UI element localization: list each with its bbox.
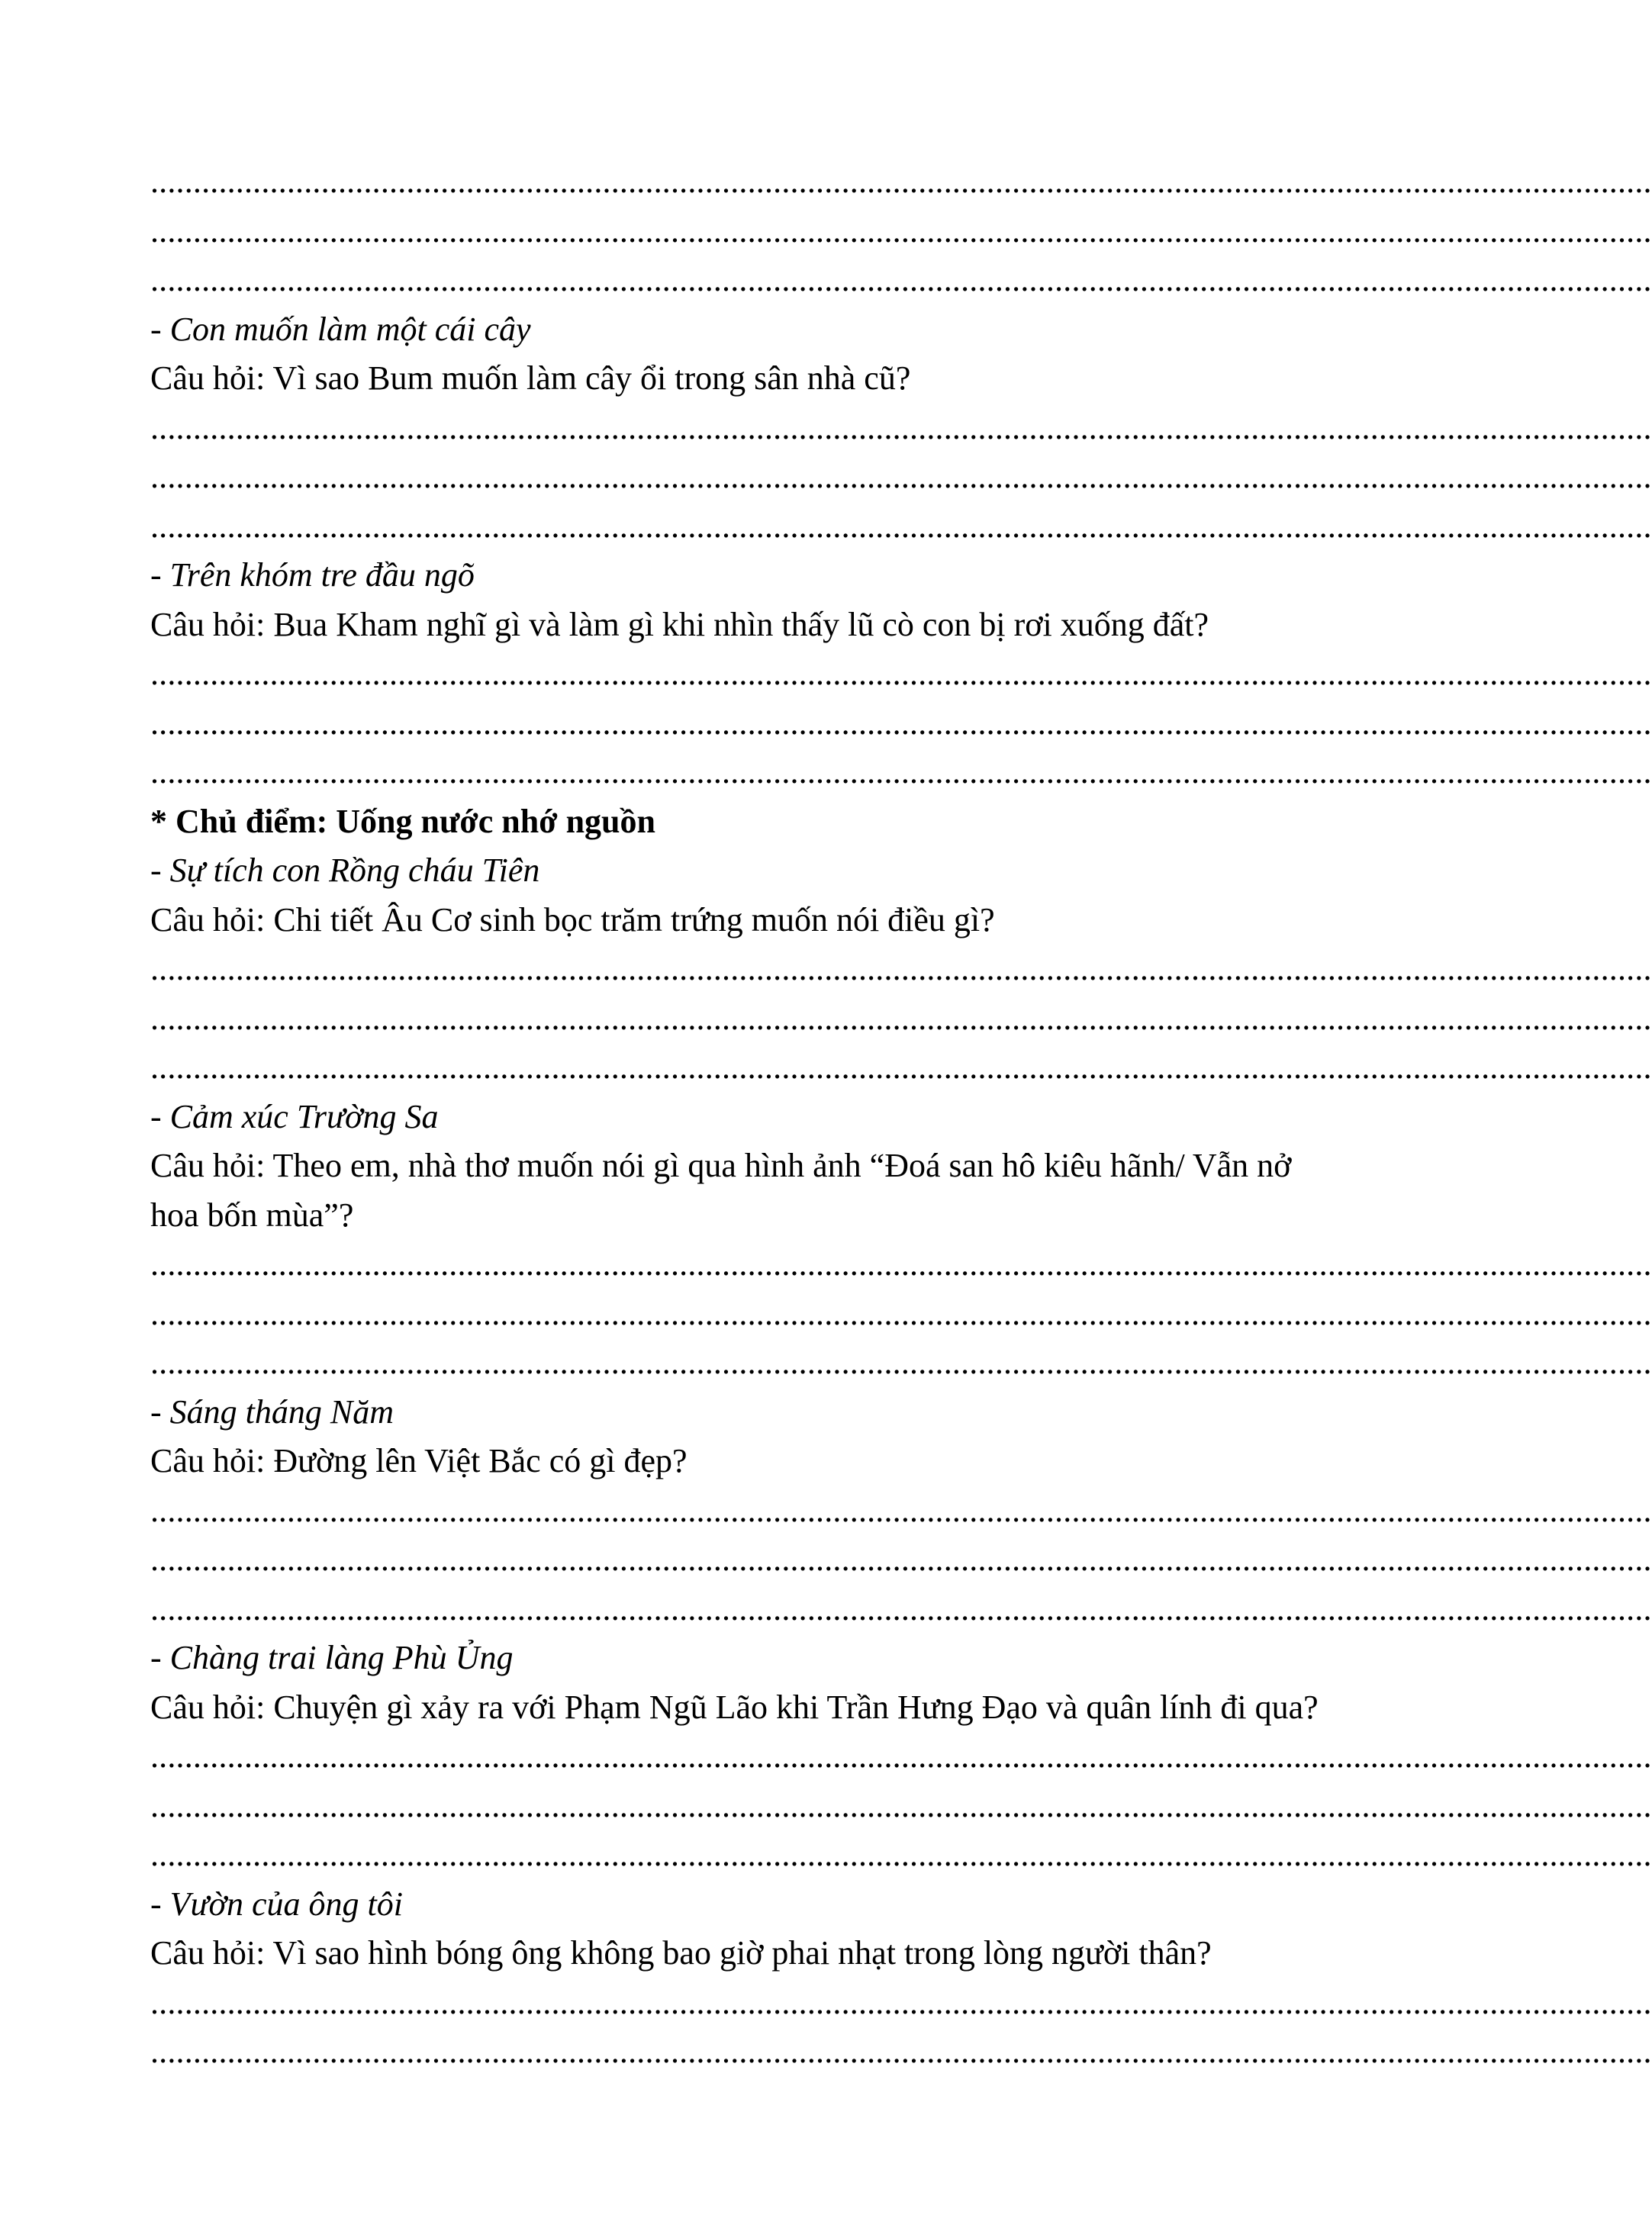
question-text: Câu hỏi: Đường lên Việt Bắc có gì đẹp? xyxy=(150,1442,688,1479)
answer-dotted-line: ................................................................................................................................................................................ xyxy=(150,1048,1652,1086)
answer-dotted-line: ................................................................................................................................................................................ xyxy=(150,1540,1652,1578)
answer-dotted-line: ................................................................................................................................................................................ xyxy=(150,1245,1652,1283)
question-text: Câu hỏi: Chuyện gì xảy ra với Phạm Ngũ Lão khi Trần Hưng Đạo và quân lính đi qua? xyxy=(150,1688,1319,1726)
reading-title: - Cảm xúc Trường Sa xyxy=(150,1097,439,1135)
answer-dotted-line: ................................................................................................................................................................................ xyxy=(150,950,1652,987)
theme-heading: * Chủ điểm: Uống nước nhớ nguồn xyxy=(150,802,655,840)
answer-dotted-line: ................................................................................................................................................................................ xyxy=(150,655,1652,692)
answer-dotted-line: ................................................................................................................................................................................ xyxy=(150,1294,1652,1332)
answer-dotted-line: ................................................................................................................................................................................ xyxy=(150,1836,1652,1873)
answer-dotted-line: ................................................................................................................................................................................ xyxy=(150,1589,1652,1627)
answer-dotted-line: ................................................................................................................................................................................ xyxy=(150,163,1652,200)
answer-dotted-line: ................................................................................................................................................................................ xyxy=(150,507,1652,545)
question-text: hoa bốn mùa”? xyxy=(150,1196,354,1234)
answer-dotted-line: ................................................................................................................................................................................ xyxy=(150,2033,1652,2070)
answer-dotted-line: ................................................................................................................................................................................ xyxy=(150,408,1652,446)
question-text: Câu hỏi: Vì sao Bum muốn làm cây ổi trong sân nhà cũ? xyxy=(150,359,911,397)
question-text: Câu hỏi: Vì sao hình bóng ông không bao giờ phai nhạt trong lòng người thân? xyxy=(150,1934,1212,1972)
answer-dotted-line: ................................................................................................................................................................................ xyxy=(150,1737,1652,1775)
reading-title: - Con muốn làm một cái cây xyxy=(150,310,531,348)
reading-title: - Trên khóm tre đầu ngõ xyxy=(150,556,475,594)
answer-dotted-line: ................................................................................................................................................................................ xyxy=(150,1491,1652,1529)
answer-dotted-line: ................................................................................................................................................................................ xyxy=(150,1983,1652,2021)
reading-title: - Chàng trai làng Phù Ủng xyxy=(150,1639,514,1676)
answer-dotted-line: ................................................................................................................................................................................ xyxy=(150,261,1652,298)
answer-dotted-line: ................................................................................................................................................................................ xyxy=(150,1786,1652,1824)
reading-title: - Sáng tháng Năm xyxy=(150,1392,394,1431)
worksheet-page xyxy=(150,157,1652,2077)
reading-title: - Vườn của ông tôi xyxy=(150,1885,403,1923)
answer-dotted-line: ................................................................................................................................................................................ xyxy=(150,458,1652,495)
answer-dotted-line: ................................................................................................................................................................................ xyxy=(150,703,1652,742)
question-text: Câu hỏi: Bua Kham nghĩ gì và làm gì khi nhìn thấy lũ cò con bị rơi xuống đất? xyxy=(150,605,1209,643)
answer-dotted-line: ................................................................................................................................................................................ xyxy=(150,211,1652,249)
question-text: Câu hỏi: Chi tiết Âu Cơ sinh bọc trăm trứng muốn nói điều gì? xyxy=(150,900,995,938)
answer-dotted-line: ................................................................................................................................................................................ xyxy=(150,1344,1652,1381)
answer-dotted-line: ................................................................................................................................................................................ xyxy=(150,753,1652,790)
question-text: Câu hỏi: Theo em, nhà thơ muốn nói gì qua hình ảnh “Đoá san hô kiêu hãnh/ Vẫn nở xyxy=(150,1147,1292,1184)
reading-title: - Sự tích con Rồng cháu Tiên xyxy=(150,852,540,889)
answer-dotted-line: ................................................................................................................................................................................ xyxy=(150,999,1652,1037)
